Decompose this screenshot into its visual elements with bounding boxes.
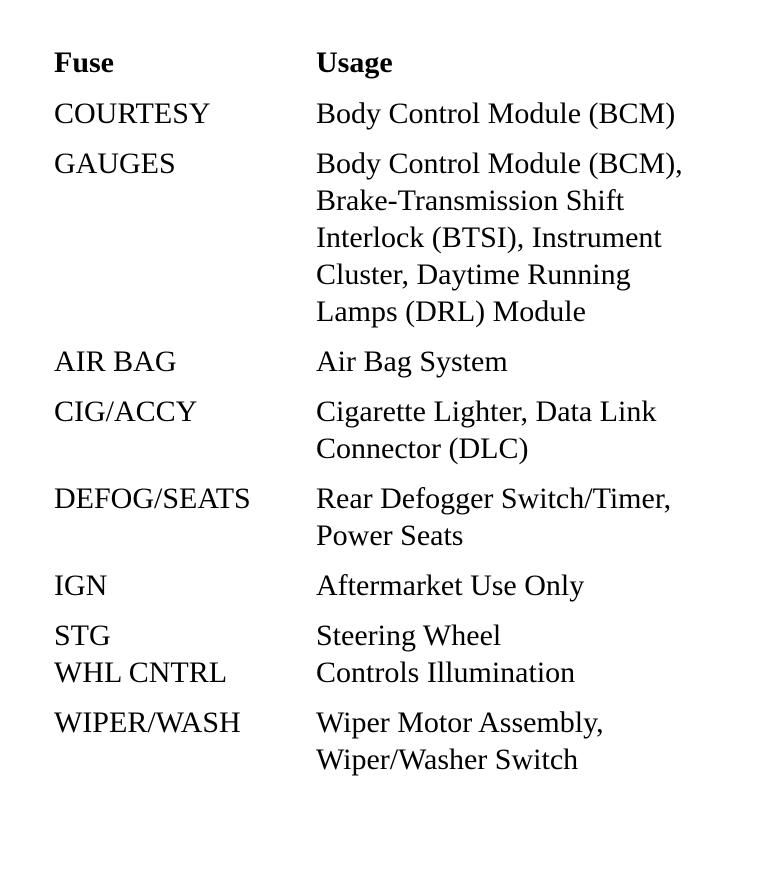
table-row xyxy=(54,704,744,791)
fuse-column-header: Fuse xyxy=(54,46,114,79)
usage-cell: Steering Wheel Controls Illumination xyxy=(316,619,576,689)
table-row xyxy=(54,567,744,617)
usage-cell: Aftermarket Use Only xyxy=(316,569,585,602)
usage-cell: Air Bag System xyxy=(316,345,508,378)
table-row xyxy=(54,617,744,704)
fuse-cell: WIPER/WASH xyxy=(54,706,241,739)
table-header-row xyxy=(54,44,744,95)
fuse-usage-table xyxy=(54,44,744,791)
usage-cell: Wiper Motor Assembly, Wiper/Washer Switch xyxy=(316,706,604,776)
fuse-cell: DEFOG/SEATS xyxy=(54,482,251,515)
fuse-cell: AIR BAG xyxy=(54,345,177,378)
table-row xyxy=(54,480,744,567)
table-row xyxy=(54,393,744,480)
table-row xyxy=(54,343,744,393)
usage-cell: Body Control Module (BCM), Brake-Transmission Shift Interlock (BTSI), Instrument Cluster, Daytime Running Lamps (DRL) Module xyxy=(316,147,683,328)
usage-column-header: Usage xyxy=(316,46,393,79)
fuse-cell: GAUGES xyxy=(54,147,176,180)
usage-cell: Cigarette Lighter, Data Link Connector (DLC) xyxy=(316,395,657,465)
fuse-cell: STG WHL CNTRL xyxy=(54,619,228,689)
fuse-cell: CIG/ACCY xyxy=(54,395,198,428)
fuse-cell: COURTESY xyxy=(54,97,211,130)
table-row xyxy=(54,145,744,343)
table-row xyxy=(54,95,744,145)
usage-cell: Rear Defogger Switch/Timer, Power Seats xyxy=(316,482,672,552)
usage-cell: Body Control Module (BCM) xyxy=(316,97,676,130)
fuse-cell: IGN xyxy=(54,569,108,602)
